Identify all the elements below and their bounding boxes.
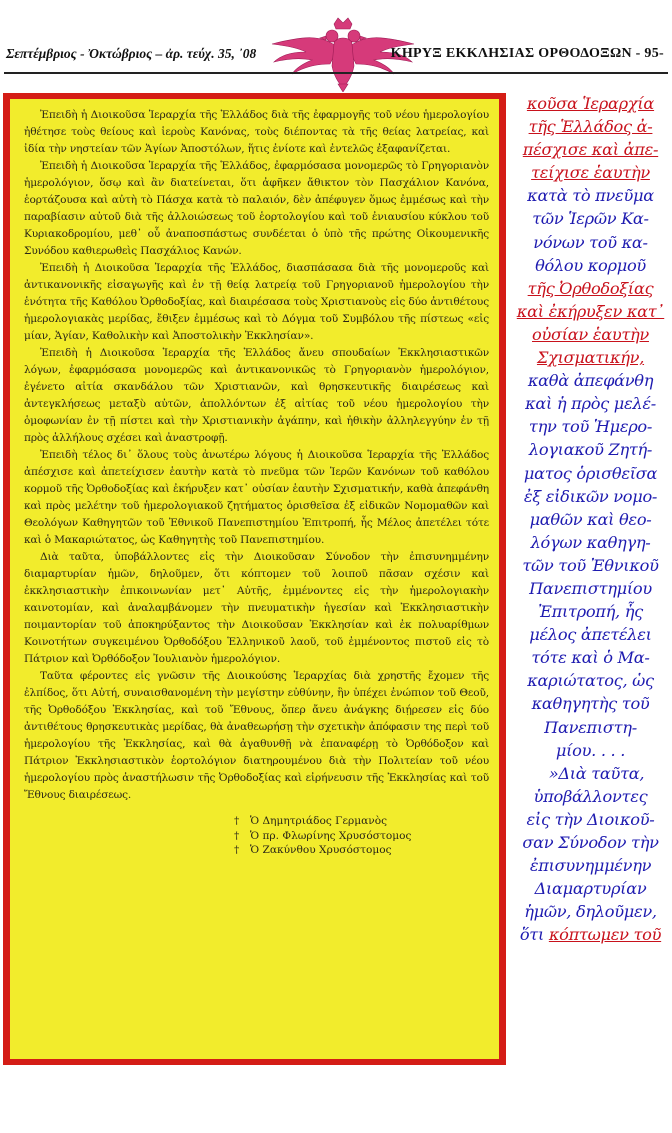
sidebar-line-text: τῆς Ἑλλάδος ἀ- <box>528 117 653 137</box>
sidebar-line <box>512 369 669 392</box>
sidebar-line-text: μέλος ἀπετέλει <box>529 625 652 645</box>
sidebar-line-text: Ἐπιτροπή, ἧς <box>538 602 643 622</box>
clipping-paragraph: Ἐπειδὴ ἡ Διοικοῦσα Ἱεραρχία τῆς Ἑλλάδος διὰ τῆς ἐφαρμογῆς τοῦ νέου ἡμερολογίου ἠθέτησε τοὺς θείους καὶ ἱεροὺς Κανόνας, τοὺς διέποντας τὰ τῆς θείας λατρείας, καὶ ἰδία τὴν νηστείαν τῶν Ἁγίων Ἀποστόλων, ἥτις ἐνίοτε καὶ ἐντελῶς ἐξαφανίζεται. <box>24 109 489 155</box>
signature-line <box>234 829 489 844</box>
header-rule <box>4 72 668 74</box>
sidebar-line <box>512 577 669 600</box>
sidebar-line <box>512 207 669 230</box>
sidebar-line <box>512 900 669 923</box>
cross-icon: † <box>234 829 240 842</box>
sidebar-line <box>512 277 669 300</box>
sidebar-line-text: ματος ὁρισθεῖσα <box>523 463 658 483</box>
sidebar-line <box>512 600 669 623</box>
sidebar-line <box>512 762 669 785</box>
sidebar-line-text: ὅτι <box>519 925 544 945</box>
signatures-block <box>24 814 489 858</box>
sidebar-line-text: Διαμαρτυρίαν <box>534 879 647 899</box>
sidebar-line <box>512 485 669 508</box>
sidebar-line <box>512 508 669 531</box>
sidebar-line-text: θόλου κορμοῦ <box>535 255 646 275</box>
clipping-paragraph: Ταῦτα φέροντες εἰς γνῶσιν τῆς Διοικούσης Ἱεραρχίας διὰ χρηστῆς ἔχομεν τῆς ἐλπίδος, ὅτι Αὐτή, συναισθανομένη τὴν μεγίστην εὐθύνην, ἣν ὑπέχει ἐνώπιον τοῦ Θεοῦ, τῆς Ὀρθοδόξου Ἐκκλησίας, καὶ τοῦ Ἔθνους, ὅπερ ἄνευ ἀνάγκης διῄρεσεν εἰς δύο ἀντιθέτους θρησκευτικὰς μερίδας, θὰ ἀναθεωρήσῃ τὴν σχετικὴν ἀπόφασιν της περὶ τοῦ ἡμερολογίου τῆς Ἐκκλησίας, καὶ θὰ ἀγαθυνθῇ νὰ ἐπαναφέρῃ τὸ Ὀρθόδοξον καὶ Πάτριον Ἐκκλησιαστικὸν ἑορτολόγιον διατηρουμένου διὰ τὴν Πολιτείαν τοῦ νέου ἡμερολογίου πρὸς ἀναστήλωσιν τῆς Ὀρθοδοξίας καὶ εἰρήνευσιν τῆς Ἐκκλησίας καὶ τοῦ Ἔθνους διαιρέσεως. <box>24 670 489 801</box>
sidebar-line <box>512 138 669 161</box>
sidebar-line-text: Πανεπιστημίου <box>529 578 652 598</box>
sidebar-line-text: ἐπισυνημμένην <box>529 856 652 876</box>
sidebar-line <box>512 92 669 115</box>
sidebar-line-text: Σχισματικήν, <box>536 348 645 368</box>
page-header <box>0 0 672 92</box>
sidebar-line <box>512 254 669 277</box>
clipping-paragraph: Ἐπειδὴ τέλος δι᾽ ὅλους τοὺς ἀνωτέρω λόγους ἡ Διοικοῦσα Ἱεραρχία τῆς Ἑλλάδος ἀπέσχισε καὶ ἀπετείχισεν ἑαυτὴν κατὰ τὸ πνεῦμα τῶν Ἱερῶν Κανόνων τοῦ καθόλου κορμοῦ τῆς Ὀρθοδοξίας καὶ ἐκήρυξεν κατ᾽ οὐσίαν ἑαυτὴν Σχισματικήν, καθὰ ἀπεφάνθη καὶ πρὸς μελέτην τοῦ ἡμερολογιακοῦ ζητήματος ὁρισθεῖσα ἐξ εἰδικῶν Νομομαθῶν καὶ Θεολόγων Καθηγητῶν τοῦ Ἐθνικοῦ Πανεπιστημίου Ἐπιτροπή, ἧς Μέλος ἀπετέλει τότε καὶ ὁ Μακαριώτατος, ὡς Καθηγητὴς τοῦ Πανεπιστημίου. <box>24 449 489 546</box>
sidebar-line-text: λογιακοῦ Ζητή- <box>528 440 653 460</box>
sidebar-line-text: καὶ ἡ πρὸς μελέ- <box>525 394 656 414</box>
sidebar-line-text: κοῦσα Ἱεραρχία <box>526 94 655 113</box>
clipping-paragraphs <box>24 107 489 804</box>
sidebar-line-text: μίου. . . . <box>555 740 626 760</box>
sidebar-line <box>512 785 669 808</box>
sidebar-commentary <box>512 92 669 946</box>
sidebar-line-text: »Διὰ ταῦτα, <box>548 763 645 783</box>
sidebar-line <box>512 346 669 369</box>
clipping-paragraph: Ἐπειδὴ ἡ Διοικοῦσα Ἱεραρχία τῆς Ἑλλάδος, διασπάσασα διὰ τῆς μονομεροῦς καὶ ἀντικανονικῆς εἰσαγωγῆς καὶ ἐν τῇ θείᾳ λατρείᾳ τοῦ Γρηγοριανοῦ ἡμερολογίου τὴν ἑνότητα τῆς Καθόλου Ὀρθοδοξίας, καὶ διαιρέσασα τοὺς Χριστιανοὺς εἰς δύο ἀντιθέτους ἡμερολογιακὰς μερίδας, ἔθιξεν ἐμμέσως καὶ τὸ Δόγμα τοῦ Συμβόλου τῆς πίστεως «εἰς μίαν, Ἁγίαν, Καθολικὴν καὶ Ἀποστολικὴν Ἐκκλησίαν». <box>24 262 489 342</box>
sidebar-line-text: τῶν τοῦ Ἐθνικοῦ <box>522 555 659 575</box>
clipping-paragraph: Ἐπειδὴ ἡ Διοικοῦσα Ἱεραρχία τῆς Ἑλλάδος, ἐφαρμόσασα μονομερῶς τὸ Γρηγοριανὸν ἡμερολόγιον, ὅσῳ καὶ ἂν διατείνεται, ὅτι ἀφῆκεν ἄθικτον τὸν Πασχάλιον Κανόνα, ἑορτάζουσα καὶ αὐτὴ τὸ Πάσχα κατὰ τὸ παλαιόν, δὲν ἀπέφυγεν ὅμως ἐμμέσως καὶ τὴν παραβίασιν αὐτοῦ διὰ τῆς ἀλλοιώσεως τοῦ ἑορτολογίου καὶ τοῦ ἐνιαυσίου κύκλου τοῦ Κυριακοδρομίου, μεθ᾽ οὗ ἀναποσπάστως συνδέεται ὁ ὑπὸ τῆς πρώτης Οἰκουμενικῆς Συνόδου καθιερωθεὶς Πασχάλιος Κανών. <box>24 160 489 257</box>
sidebar-line-text: οὐσίαν ἑαυτὴν <box>532 324 649 344</box>
issue-info: Σεπτέμβριος - Ὀκτώβριος – ἀρ. τεύχ. 35, ᾽08 <box>6 46 257 61</box>
sidebar-line <box>512 184 669 207</box>
sidebar-line <box>512 623 669 646</box>
sidebar-line-text: τότε καὶ ὁ Μα- <box>531 648 650 668</box>
sidebar-line-text: τῆς Ὀρθοδοξίας <box>527 278 654 298</box>
signature-name: Ὁ Δημητριάδος Γερμανὸς <box>250 815 388 827</box>
sidebar-line <box>512 854 669 877</box>
sidebar-line <box>512 115 669 138</box>
signature-name: Ὁ πρ. Φλωρίνης Χρυσόστομος <box>250 829 412 842</box>
sidebar-line-text: καθηγητὴς τοῦ <box>531 694 650 714</box>
cross-icon: † <box>234 815 240 827</box>
newspaper-clipping <box>3 93 506 1065</box>
sidebar-line <box>512 692 669 715</box>
sidebar-line <box>512 300 669 323</box>
sidebar-line <box>512 739 669 762</box>
clipping-text <box>10 99 499 1059</box>
sidebar-line <box>512 531 669 554</box>
sidebar-line-text: ἡμῶν, δηλοῦμεν, <box>524 902 657 922</box>
sidebar-line-text: ὑποβάλλοντες <box>533 786 648 806</box>
sidebar-line <box>512 415 669 438</box>
sidebar-line <box>512 877 669 900</box>
sidebar-line-text: την τοῦ Ἡμερο- <box>528 417 653 437</box>
sidebar-line-text: νόνων τοῦ κα- <box>533 232 648 252</box>
sidebar-line-text: πέσχισε καὶ ἀπε- <box>522 140 659 160</box>
sidebar-line-emphasis: κόπτωμεν τοῦ <box>548 925 662 945</box>
sidebar-line <box>512 462 669 485</box>
sidebar-line <box>512 161 669 184</box>
sidebar-line-text: σαν Σύνοδον τὴν <box>522 833 659 852</box>
magazine-title: ΚΗΡΥΞ ΕΚΚΛΗΣΙΑΣ ΟΡΘΟΔΟΞΩΝ - 95- <box>390 46 664 61</box>
sidebar-line <box>512 716 669 739</box>
sidebar-line-text: καριώτατος, ὡς <box>527 671 654 691</box>
sidebar-line <box>512 831 669 854</box>
sidebar-line-text: Πανεπιστη- <box>544 717 637 737</box>
sidebar-line <box>512 923 669 946</box>
sidebar-line <box>512 231 669 254</box>
sidebar-line-text: καθὰ ἀπεφάνθη <box>527 371 654 391</box>
cross-icon: † <box>234 844 240 856</box>
sidebar-line-text: κατὰ τὸ πνεῦμα <box>527 186 654 206</box>
sidebar-line <box>512 392 669 415</box>
sidebar-line-text: εἰς τὴν Διοικοῦ- <box>526 809 655 829</box>
signature-line <box>234 814 489 829</box>
sidebar-line-text: μαθῶν καὶ θεο- <box>529 509 652 529</box>
clipping-paragraph: Ἐπειδὴ ἡ Διοικοῦσα Ἱεραρχία τῆς Ἑλλάδος ἄνευ σπουδαίων Ἐκκλησιαστικῶν λόγων, ἐφαρμόσασα μονομερῶς καὶ ἀντικανονικῶς τὸ Γρηγοριανὸν ἡμερολόγιον, ἐγένετο αἰτία σκανδάλου τῶν Χριστιανῶν, καὶ θρησκευτικῆς διαιρέσεως καὶ ἀντεγκλήσεως μεταξὺ αὐτῶν, ἀπολλόντων ἐξ αἰτίας τοῦ νέου ἡμερολογίου τὴν ὁμοφωνίαν ἐν τῇ πίστει καὶ τὴν Χριστιανικὴν ἀγάπην, καὶ ἠθικὴν ἀλληλεγγύην ἐν τῇ πρὸς ἀλλήλους σχέσει καὶ ἀναστροφῇ. <box>24 347 489 444</box>
sidebar-line-text: καὶ ἐκήρυξεν κατ᾽ <box>516 301 665 321</box>
signature-name: Ὁ Ζακύνθου Χρυσόστομος <box>250 844 392 856</box>
sidebar-line <box>512 669 669 692</box>
sidebar-line <box>512 808 669 831</box>
sidebar-line <box>512 554 669 577</box>
sidebar-line <box>512 646 669 669</box>
sidebar-line <box>512 323 669 346</box>
clipping-paragraph: Διὰ ταῦτα, ὑποβάλλοντες εἰς τὴν Διοικοῦσαν Σύνοδον τὴν ἐπισυνημμένην διαμαρτυρίαν ἡμῶν, δηλοῦμεν, ὅτι κόπτομεν τοῦ λοιποῦ πᾶσαν σχέσιν καὶ ἐκκλησιαστικὴν ἐπικοινωνίαν μετ᾽ Αὐτῆς, ἐμμένοντες εἰς τὴν ἡμερολογιακὴν καινοτομίαν, καὶ ἀναλαμβάνομεν τὴν πνευματικὴν ἡγεσίαν καὶ Ἐκκλησιαστικὴν ποιμαντορίαν τοῦ ἀποκηρύξαντος τὴν Διοικοῦσαν Ἐκκλησίαν καὶ ἐκ πολυαρίθμων Κοινοτήτων συγκειμένου Ὀρθοδόξου Ἑλληνικοῦ λαοῦ, τοῦ ἐμμένοντος πιστοῦ εἰς τὸ Πάτριον καὶ Ὀρθόδοξον Ἰουλιανὸν ἡμερολόγιον. <box>24 551 489 665</box>
sidebar-line-text: ἐξ εἰδικῶν νομο- <box>523 486 658 506</box>
sidebar-line-text: τῶν Ἱερῶν Κα- <box>532 209 649 229</box>
signature-line <box>234 843 489 858</box>
sidebar-line-text: λόγων καθηγη- <box>530 532 651 552</box>
sidebar-line <box>512 438 669 461</box>
sidebar-line-text: τείχισε ἑαυτὴν <box>531 163 650 183</box>
